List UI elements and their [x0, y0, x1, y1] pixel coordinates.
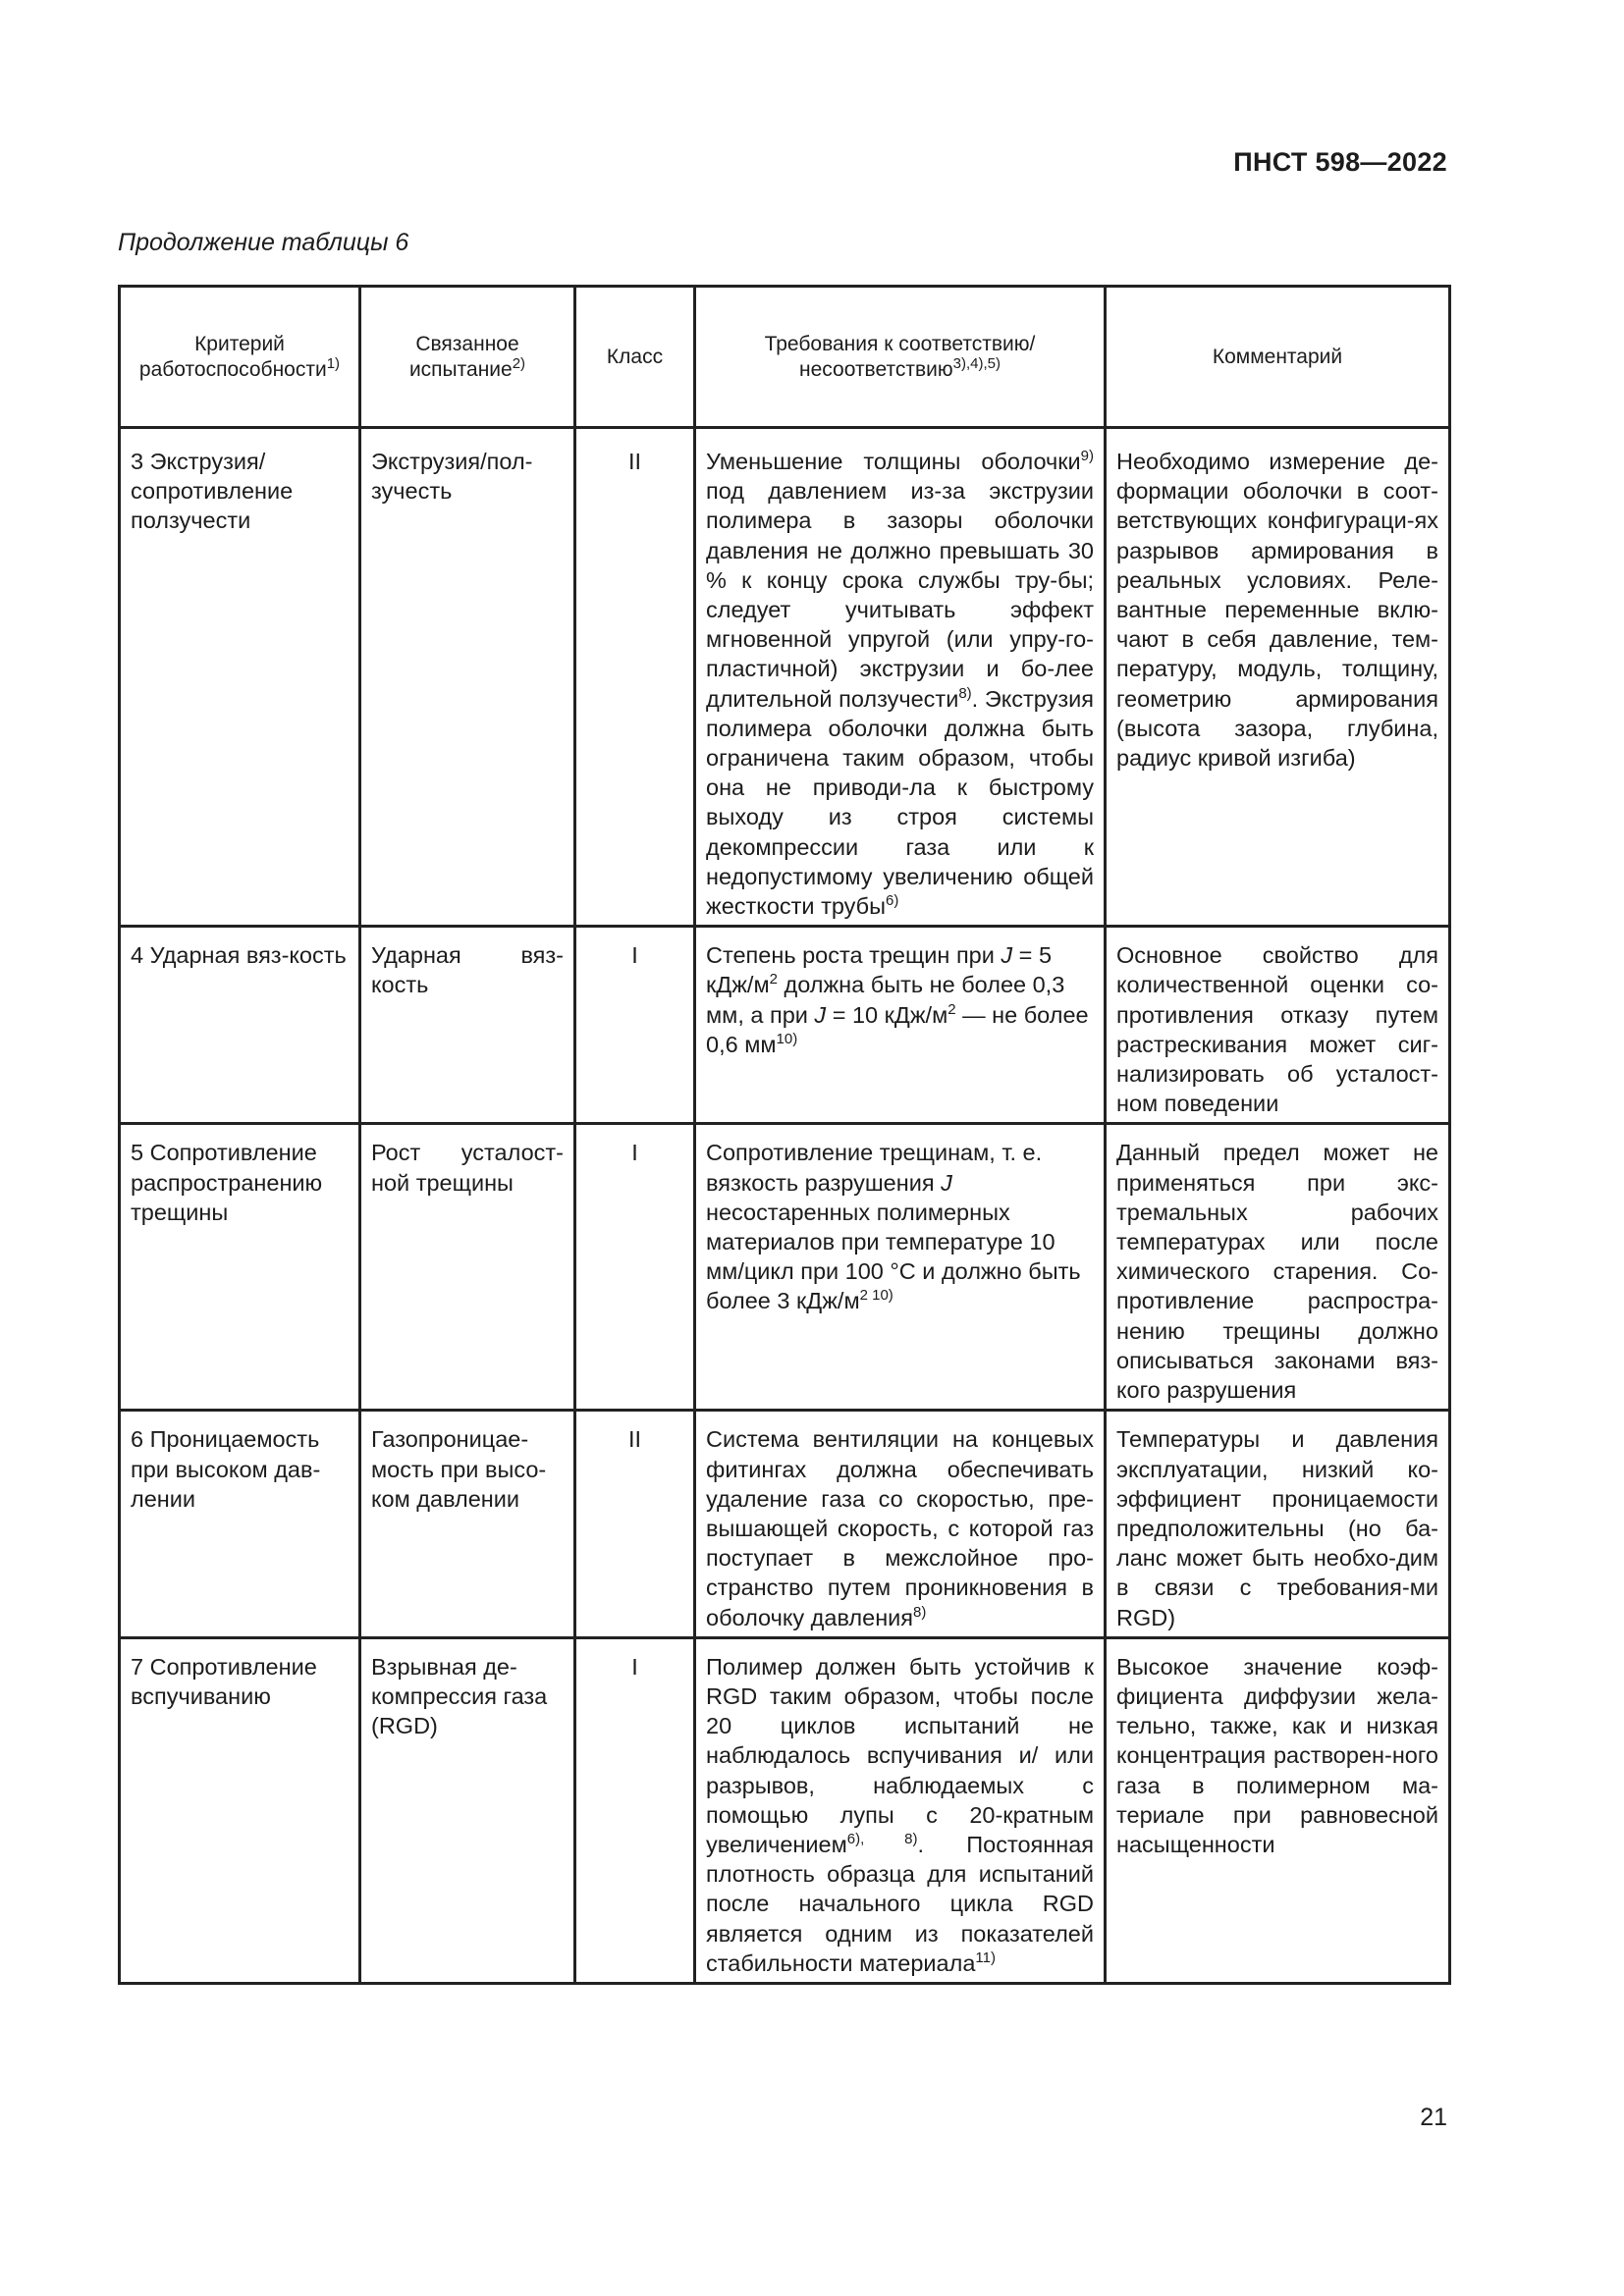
- footnote-ref: 11): [975, 1949, 996, 1966]
- test-cell: Рост усталост-ной трещины: [360, 1124, 575, 1411]
- table-row: [120, 1411, 1450, 1637]
- test-cell: Ударная вяз-кость: [360, 927, 575, 1124]
- comment-cell: Температуры и давления эксплуатации, низкий ко-эффициент проницаемости предположительны (но ба-ланс может быть необхо-дим в связи с требования-ми RGD): [1106, 1411, 1450, 1637]
- page-number: 21: [1420, 2104, 1447, 2131]
- footnote-ref: 2: [769, 971, 778, 988]
- comment-cell: Основное свойство для количественной оценки со-противления отказу путем растрескивания может сиг-нализировать об усталост-ном поведении: [1106, 927, 1450, 1124]
- symbol-italic: J: [941, 1169, 952, 1196]
- class-cell: I: [575, 927, 695, 1124]
- header-class: Класс: [575, 287, 695, 428]
- footnote-ref: 9): [1080, 448, 1094, 465]
- table-continuation-caption: Продолжение таблицы 6: [118, 229, 409, 256]
- document-code: ПНСТ 598—2022: [1233, 147, 1447, 177]
- comment-cell: Высокое значение коэф-фициента диффузии жела-тельно, также, как и низкая концентрация растворен-ного газа в полимерном ма-териале при равновесной насыщенности: [1106, 1637, 1450, 1983]
- symbol-italic: J: [814, 1001, 827, 1028]
- class-cell: II: [575, 428, 695, 927]
- comment-cell: Необходимо измерение де-формации оболочки в соот-ветствующих конфигураци-ях разрывов армирования в реальных условиях. Реле-вантные переменные вклю-чают в себя давление, тем-пературу, модуль, толщину, геометрию армирования (высота зазора, глубина, радиус кривой изгиба): [1106, 428, 1450, 927]
- class-cell: II: [575, 1411, 695, 1637]
- class-cell: I: [575, 1637, 695, 1983]
- table-header-row: [120, 287, 1450, 428]
- table-row: [120, 927, 1450, 1124]
- requirements-cell: Система вентиляции на концевых фитингах должна обеспечивать удаление газа со скоростью, пре-вышающей скорость, с которой газ поступает в межслойное про-странство путем проникновения в оболочку давления$^{8)}$: [695, 1411, 1106, 1637]
- header-criterion: Критерий работоспособности$^{1)}$: [120, 287, 360, 428]
- footnote-ref: 2 10): [859, 1287, 893, 1305]
- footnote-ref: 8): [913, 1603, 927, 1621]
- header-requirements: Требования к соответствию/ несоответствию$^{3),4),5)}$: [695, 287, 1106, 428]
- footnote-ref: 8): [958, 684, 972, 702]
- criterion-cell: 5 Сопротивление распространению трещины: [120, 1124, 360, 1411]
- criterion-cell: 7 Сопротивление вспучиванию: [120, 1637, 360, 1983]
- footnote-ref: 6), 8): [846, 1831, 918, 1848]
- table-row: [120, 1637, 1450, 1983]
- class-cell: I: [575, 1124, 695, 1411]
- criterion-cell: 3 Экструзия/ сопротивление ползучести: [120, 428, 360, 927]
- table-row: [120, 1124, 1450, 1411]
- symbol-italic: J: [1001, 942, 1013, 969]
- requirements-cell: Полимер должен быть устойчив к RGD таким образом, чтобы после 20 циклов испытаний не наблюдалось вспучивания и/ или разрывов, наблюдаемых с помощью лупы с 20-кратным увеличением$^{6), 8)}$. Постоянная плотность образца для испытаний после начального цикла RGD является одним из показателей стабильности материала$^{11)}$: [695, 1637, 1106, 1983]
- test-cell: Экструзия/пол-зучесть: [360, 428, 575, 927]
- comment-cell: Данный предел может не применяться при экс-тремальных рабочих температурах или после химического старения. Со-противление распростра-нению трещины должно описываться законами вяз-кого разрушения: [1106, 1124, 1450, 1411]
- requirements-cell: Уменьшение толщины оболочки$^{9)}$ под давлением из-за экструзии полимера в зазоры оболочки давления не должно превышать 30 % к концу срока службы тру-бы; следует учитывать эффект мгновенной упругой (или упру-го-пластичной) экструзии и бо-лее длительной ползучести$^{8)}$. Экструзия полимера оболочки должна быть ограничена таким образом, чтобы она не приводи-ла к быстрому выходу из строя системы декомпрессии газа или к недопустимому увеличению общей жесткости трубы$^{6)}$: [695, 428, 1106, 927]
- requirements-cell: Степень роста трещин при J = 5 кДж/$м^2$ должна быть не более 0,3 мм, а при J = 10 кДж/$м^2$ — не более 0,6 $мм^{10)}$: [695, 927, 1106, 1124]
- requirements-table: [118, 285, 1451, 1985]
- footnote-ref: 6): [886, 892, 899, 910]
- requirements-cell: Сопротивление трещинам, т. е. вязкость разрушения J несостаренных полимерных материалов при температуре 10 мм/цикл при 100 °С и должно быть более 3 кДж/$м^{2 10)}$: [695, 1124, 1106, 1411]
- test-cell: Взрывная де-компрессия газа (RGD): [360, 1637, 575, 1983]
- test-cell: Газопроницае-мость при высо-ком давлении: [360, 1411, 575, 1637]
- header-test: Связанное испытание$^{2)}$: [360, 287, 575, 428]
- footnote-ref: 2: [947, 1000, 956, 1018]
- criterion-cell: 6 Проницаемость при высоком дав-лении: [120, 1411, 360, 1637]
- criterion-cell: 4 Ударная вяз-кость: [120, 927, 360, 1124]
- table-row: [120, 428, 1450, 927]
- footnote-ref: 10): [776, 1031, 798, 1048]
- header-comment: Комментарий: [1106, 287, 1450, 428]
